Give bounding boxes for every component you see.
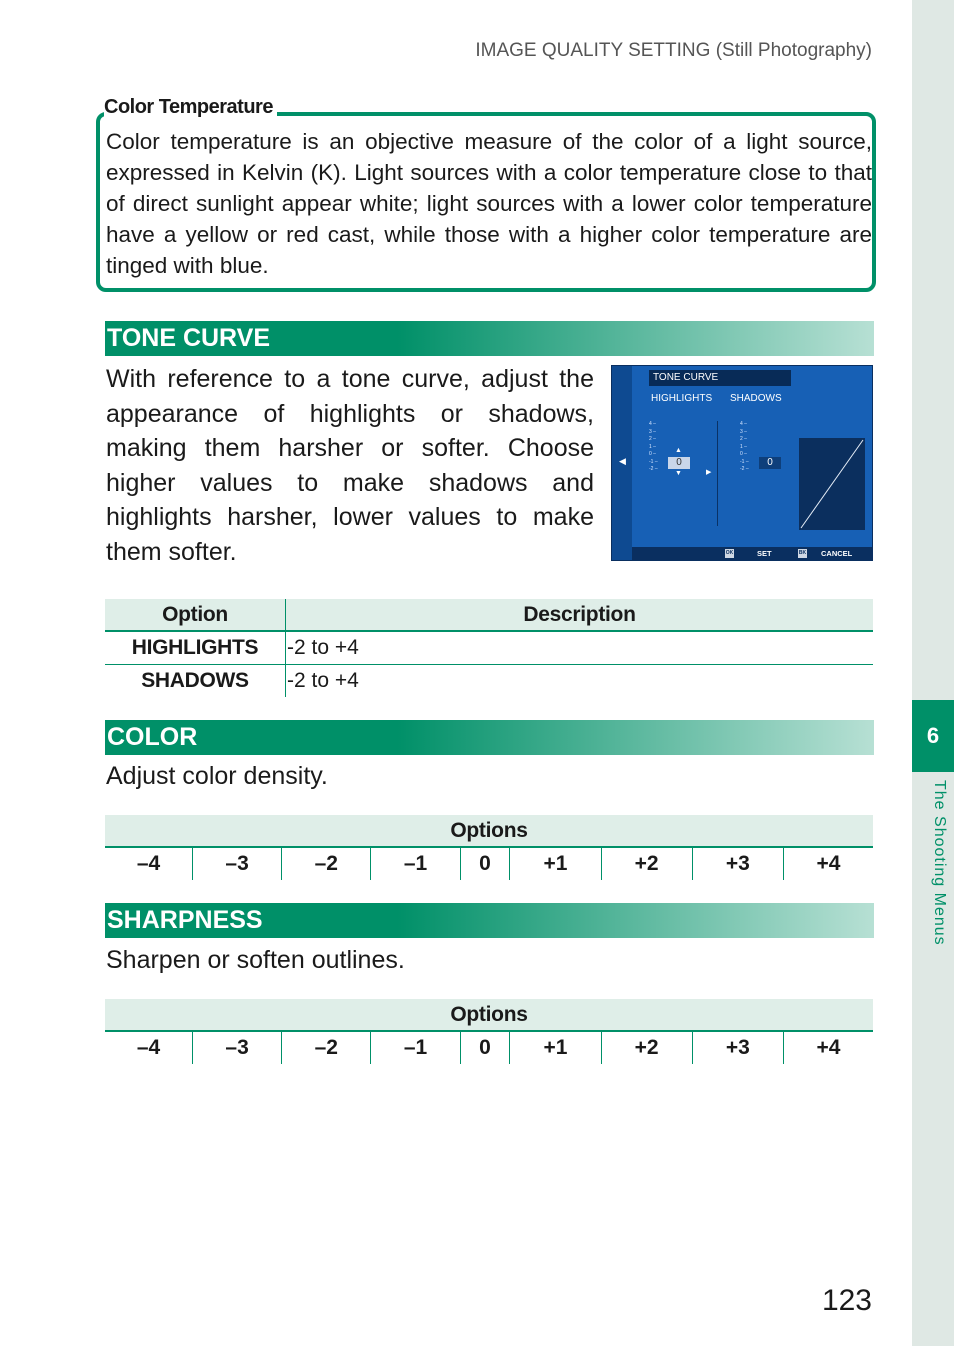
note-title: Color Temperature <box>104 96 277 119</box>
option-cell: +4 <box>816 1036 841 1059</box>
chapter-tab[interactable]: 6 <box>912 700 954 772</box>
note-text: Color temperature is an objective measure of the color of a light source, expressed in Kelvin (K). Light sources with a color temperature close to that of direct sunlight appear white; light sources with a lower color temperature have a yellow or red cast, while those with a higher color temperature are tinged with blue. <box>106 129 872 278</box>
options-header: Options <box>105 815 873 847</box>
highlights-value: 0 <box>668 457 690 469</box>
section-heading-tone-curve: TONE CURVE <box>105 321 874 356</box>
screen-divider <box>717 421 718 526</box>
down-arrow-icon: ▼ <box>675 470 682 477</box>
table-row <box>105 1031 873 1064</box>
shadows-scale: 4 – 3 – 2 – 1 – 0 – -1 – -2 – <box>740 421 749 472</box>
back-key-icon: BK <box>798 550 807 556</box>
option-cell: +2 <box>601 1031 692 1064</box>
table-row <box>105 665 873 698</box>
option-cell: –4 <box>105 1031 193 1064</box>
option-cell: +3 <box>692 847 783 880</box>
ok-key-icon: OK <box>725 550 734 556</box>
table-cell-description: -2 to +4 <box>286 665 874 698</box>
option-cell: –3 <box>193 1031 282 1064</box>
option-cell: –2 <box>282 847 371 880</box>
shadows-value: 0 <box>759 457 781 469</box>
option-cell: +1 <box>510 1031 601 1064</box>
option-cell: –1 <box>371 847 460 880</box>
screen-title: TONE CURVE <box>649 370 791 386</box>
option-cell: 0 <box>460 847 510 880</box>
section-heading-color: COLOR <box>105 720 874 755</box>
screen-highlights-label: HIGHLIGHTS <box>651 393 713 404</box>
set-label: SET <box>757 549 772 558</box>
tone-curve-line <box>799 438 865 530</box>
screen-footer <box>632 547 872 560</box>
table-header-option: Option <box>105 599 286 631</box>
option-cell: –1 <box>371 1031 460 1064</box>
screen-shadows-label: SHADOWS <box>730 393 782 404</box>
left-arrow-icon: ◀ <box>619 456 626 466</box>
option-cell: +4 <box>816 852 841 875</box>
tone-curve-graph <box>799 438 865 530</box>
side-strip <box>912 0 954 1346</box>
table-row <box>105 847 873 880</box>
section-heading-sharpness: SHARPNESS <box>105 903 874 938</box>
option-cell: +3 <box>692 1031 783 1064</box>
chapter-title: The Shooting Menus <box>931 780 948 946</box>
sharpness-options-table <box>105 999 873 1064</box>
running-header: IMAGE QUALITY SETTING (Still Photography) <box>475 40 872 61</box>
tone-curve-table <box>105 599 873 697</box>
option-cell: +2 <box>601 847 692 880</box>
table-cell-option: HIGHLIGHTS <box>105 631 286 665</box>
option-cell: –2 <box>282 1031 371 1064</box>
option-cell: –3 <box>193 847 282 880</box>
page-number: 123 <box>821 1284 872 1317</box>
sharpness-paragraph: Sharpen or soften outlines. <box>106 946 405 974</box>
option-cell: +1 <box>510 847 601 880</box>
option-cell: –4 <box>105 847 193 880</box>
options-header: Options <box>105 999 873 1031</box>
table-header-description: Description <box>286 599 874 631</box>
highlights-scale: 4 – 3 – 2 – 1 – 0 – -1 – -2 – <box>649 421 658 472</box>
option-cell: 0 <box>460 1031 510 1064</box>
table-row <box>105 631 873 665</box>
cancel-label: CANCEL <box>821 549 853 558</box>
right-arrow-icon: ▶ <box>706 469 712 476</box>
camera-screen <box>611 365 873 561</box>
color-paragraph: Adjust color density. <box>106 762 328 790</box>
up-arrow-icon: ▲ <box>675 447 682 454</box>
table-cell-description: -2 to +4 <box>286 631 874 665</box>
color-options-table <box>105 815 873 880</box>
table-cell-option: SHADOWS <box>141 669 249 692</box>
tone-curve-paragraph: With reference to a tone curve, adjust the appearance of highlights or shadows, making them harsher or softer. Choose higher values to make shadows and highlights harsher, lower values to make them softer. <box>106 365 594 566</box>
